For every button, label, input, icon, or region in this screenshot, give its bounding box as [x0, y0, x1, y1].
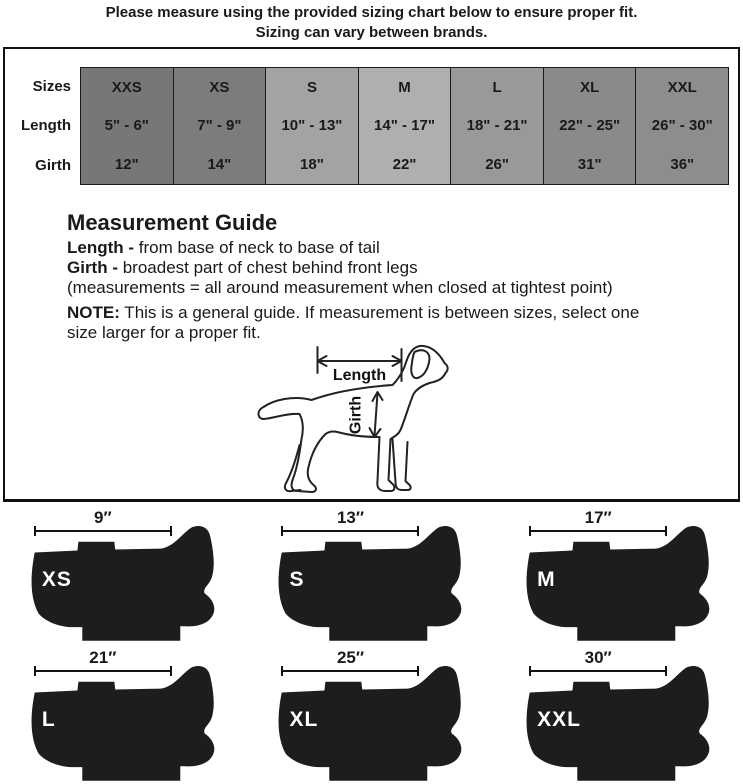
- coat-cell-m: [495, 510, 743, 644]
- length-label: Length: [332, 367, 387, 384]
- table-column-l: [451, 68, 544, 184]
- coat-size-label: S: [289, 568, 305, 591]
- header-line-2: Sizing can vary between brands.: [255, 24, 488, 41]
- coat-inner: [273, 510, 469, 644]
- cell-size: S: [306, 78, 317, 96]
- coat-cell-s: [248, 510, 496, 644]
- length-arrow: [318, 347, 402, 384]
- guide-term-girth: Girth -: [67, 258, 118, 277]
- coat-width-label: 13″: [336, 508, 365, 527]
- coat-size-label: L: [41, 708, 56, 731]
- cell-girth: 14": [207, 156, 232, 174]
- table-column-m: [359, 68, 452, 184]
- coat-inner: [273, 650, 469, 784]
- coat-size-grid: [0, 510, 743, 784]
- coat-inner: [26, 510, 222, 644]
- dog-far-front-leg: [393, 439, 411, 490]
- coat-inner: [521, 650, 717, 784]
- sizing-header: [0, 0, 743, 45]
- coat-cell-xl: [248, 650, 496, 784]
- coat-width-label: 9″: [94, 508, 112, 527]
- dog-diagram: [255, 339, 521, 502]
- guide-line-length: [67, 238, 732, 258]
- measurement-guide: [67, 211, 738, 343]
- coat-cell-l: [0, 650, 248, 784]
- cell-length: 22" - 25": [559, 117, 621, 135]
- coat-cell-xs: [0, 510, 248, 644]
- coat-size-label: M: [537, 568, 556, 591]
- coat-inner: [521, 510, 717, 644]
- table-column-xxl: [636, 68, 728, 184]
- girth-arrow: [348, 392, 383, 437]
- cell-size: XXS: [111, 78, 142, 96]
- guide-term-length: Length -: [67, 238, 135, 257]
- coat-size-label: XL: [289, 708, 319, 731]
- guide-desc-measurements: (measurements = all around measurement when closed at tightest point): [67, 278, 613, 297]
- table-column-s: [266, 68, 359, 184]
- coat-size-label: XXL: [537, 708, 581, 731]
- size-columns: [80, 67, 729, 185]
- guide-desc-length: from base of neck to base of tail: [134, 238, 380, 257]
- cell-length: 18" - 21": [466, 117, 528, 135]
- cell-size: XXL: [667, 78, 697, 96]
- guide-desc-note: This is a general guide. If measurement is between sizes, select one: [119, 303, 640, 322]
- cell-length: 5" - 6": [104, 117, 149, 135]
- guide-desc-girth: broadest part of chest behind front legs: [118, 258, 418, 277]
- girth-label: Girth: [347, 395, 365, 435]
- cell-length: 26" - 30": [651, 117, 713, 135]
- girth-dimension-line: [375, 393, 378, 436]
- guide-desc-note-2: size larger for a proper fit.: [67, 323, 261, 342]
- coat-width-label: 30″: [584, 648, 612, 667]
- row-label-sizes: Sizes: [32, 78, 71, 96]
- coat-inner: [26, 650, 222, 784]
- table-row-labels: [13, 67, 80, 185]
- size-chart-panel: [3, 47, 740, 502]
- cell-girth: 22": [392, 156, 417, 174]
- guide-line-note: [67, 303, 732, 323]
- cell-girth: 26": [485, 156, 509, 174]
- cell-length: 14" - 17": [374, 117, 435, 135]
- cell-length: 7" - 9": [197, 117, 242, 135]
- dog-measurement-drawing: [255, 339, 521, 502]
- coat-width-label: 21″: [89, 648, 117, 667]
- coat-cell-xxl: [495, 650, 743, 784]
- coat-size-label: XS: [41, 568, 72, 591]
- guide-line-measurements: [67, 278, 732, 298]
- guide-line-girth: [67, 258, 732, 278]
- cell-size: L: [492, 78, 502, 96]
- row-label-girth: Girth: [35, 156, 71, 174]
- coat-shape-use: [279, 526, 462, 641]
- coat-width-label: 25″: [336, 648, 365, 667]
- row-label-length: Length: [21, 117, 71, 135]
- table-column-xl: [544, 68, 637, 184]
- cell-girth: 31": [577, 156, 602, 174]
- cell-size: M: [398, 78, 411, 96]
- guide-term-note: NOTE:: [67, 303, 120, 322]
- dog-ear: [411, 350, 429, 378]
- measurement-guide-title: Measurement Guide: [67, 210, 278, 235]
- cell-length: 10" - 13": [281, 117, 343, 135]
- cell-size: XS: [209, 78, 230, 96]
- coat-shape-use: [31, 666, 214, 781]
- dog-far-hind-leg: [285, 445, 301, 491]
- table-column-xxs: [81, 68, 174, 184]
- coat-width-label: 17″: [584, 508, 612, 527]
- size-chart-table: [13, 67, 729, 185]
- cell-girth: 18": [300, 156, 324, 174]
- cell-girth: 36": [670, 156, 695, 174]
- cell-size: XL: [580, 78, 600, 96]
- cell-girth: 12": [114, 156, 139, 174]
- header-line-1: Please measure using the provided sizing chart below to ensure proper fit.: [105, 4, 638, 21]
- table-column-xs: [174, 68, 267, 184]
